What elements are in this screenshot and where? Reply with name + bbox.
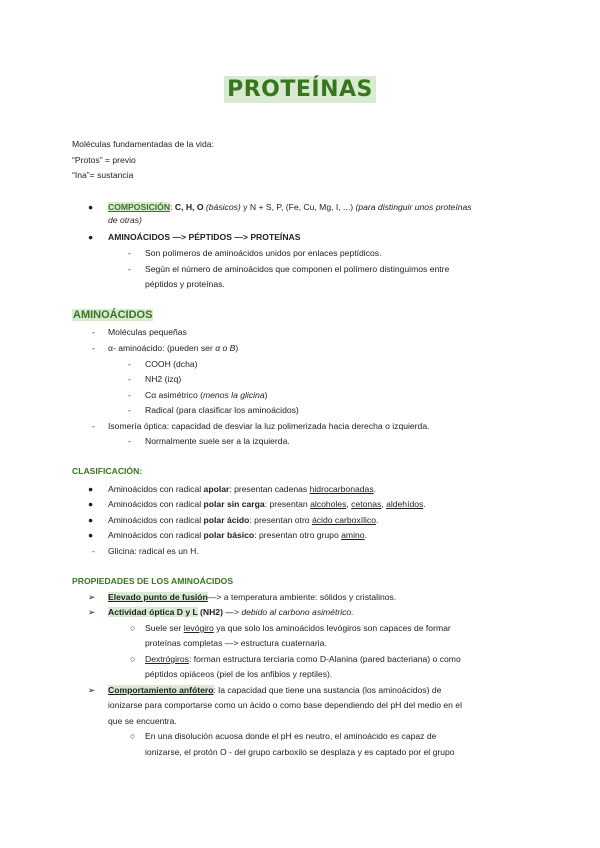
aminoacidos-chain <box>108 232 300 243</box>
prop-optica-nh2: (NH2) <box>197 607 226 617</box>
amino-sub-nh2: NH2 (izq) <box>145 374 182 384</box>
item2a: α- aminoácido: (pueden ser <box>108 343 216 353</box>
clasif-apolar <box>108 484 376 495</box>
bullet-dot-icon: ● <box>88 515 94 525</box>
aminoacidos-heading-text: AMINOÁCIDOS <box>73 309 153 321</box>
arrow-bullet-icon: ➢ <box>88 685 96 695</box>
composicion-sep: : <box>170 202 175 212</box>
intro-line-1: Moléculas fundamentadas de la vida: <box>72 139 214 149</box>
arrow-bullet-icon: ➢ <box>88 592 96 602</box>
prop-levogiro-2: proteínas completas —> estructura cuaternaria. <box>145 638 327 648</box>
prop-dextrogiro-2: péptidos opiáceos (piel de los anfibios y reptiles). <box>145 669 333 679</box>
chain-arrow-2: —> <box>231 232 251 242</box>
amino-isomeria: Isomería óptica: capacidad de desviar la luz polimerizada hacia derecha o izquierda. <box>108 421 430 431</box>
composicion-note: (para distinguir unos proteínas <box>355 202 472 212</box>
intro-line-3: “Ina”= sustancia <box>72 170 134 180</box>
composicion-note-2: de otras) <box>108 215 142 225</box>
arrow-bullet-icon: ➢ <box>88 607 96 617</box>
dextrogiros: Dextrógiros <box>145 654 189 664</box>
comma: , <box>346 499 352 509</box>
prop-optica-rest: —> debido al carbono asimétrico. <box>225 607 354 617</box>
dash-icon: - <box>128 390 131 400</box>
aminoacidos-heading <box>72 309 153 321</box>
prop-anfotero-rest: : la capacidad que tiene una sustancia (los aminoácidos) de <box>213 685 442 695</box>
amino-item-1: Moléculas pequeñas <box>108 327 187 337</box>
title-text: PROTEÍNAS <box>224 76 376 103</box>
polar-basico: polar básico <box>203 530 255 540</box>
period: . <box>373 484 377 494</box>
acido-rest: : presentan otro <box>249 515 312 525</box>
comma: , <box>381 499 387 509</box>
prop-dextrogiro <box>145 654 461 665</box>
bullet-dot-icon: ● <box>88 530 94 540</box>
clasif-prefix: Aminoácidos con radical <box>108 499 204 509</box>
amino: amino <box>341 530 365 540</box>
apolar-rest: : presentan cadenas <box>229 484 310 494</box>
circle-bullet-icon: ○ <box>130 731 136 741</box>
chain-a: AMINOÁCIDOS <box>108 232 171 242</box>
intro-line-2: “Protos” = previo <box>72 155 136 165</box>
amino-sub-calpha <box>145 390 267 401</box>
acido-carboxilico: ácido carboxílico <box>311 515 376 525</box>
bullet-dot-icon: ● <box>88 499 94 509</box>
dash-icon: - <box>92 327 95 337</box>
dash-icon: - <box>128 374 131 384</box>
chain-b: PÉPTIDOS <box>188 232 232 242</box>
period: . <box>423 499 426 509</box>
dash-icon: - <box>92 421 95 431</box>
dash-icon: - <box>128 248 131 258</box>
dash-icon: - <box>128 405 131 415</box>
prop-fusion <box>108 592 396 603</box>
composicion-label: COMPOSICIÓN <box>108 202 171 212</box>
prop-anfotero-2: ionizarse para comportarse como un ácido o como base dependiendo del pH del medio en el <box>108 700 462 710</box>
clasif-sin-carga <box>108 499 426 510</box>
chain-arrow-1: —> <box>170 232 189 242</box>
composicion-rest: y N + S, P, (Fe, Cu, Mg, I, ...) <box>240 202 356 212</box>
prop-anfotero-sub: En una disolución acuosa donde el pH es neutro, el aminoácido es capaz de <box>145 731 437 741</box>
composicion-elements: C, H, O <box>174 202 204 212</box>
dash-icon: - <box>128 264 131 274</box>
prop-fusion-rest: —> a temperatura ambiente: sólidos y cristalinos. <box>207 592 397 602</box>
period: . <box>376 515 379 525</box>
clasif-acido <box>108 515 378 526</box>
dash-icon: - <box>128 359 131 369</box>
sin-carga-rest: : presentan <box>264 499 311 509</box>
page-title <box>0 76 600 103</box>
cetonas: cetonas <box>351 499 382 509</box>
hidrocarbonadas: hidrocarbonadas <box>309 484 374 494</box>
prop-anfotero-label: Comportamiento anfótero <box>108 685 214 695</box>
chain-c: PROTEÍNAS <box>250 232 301 242</box>
amino-sub-radical: Radical (para clasificar los aminoácidos) <box>145 405 299 415</box>
amino-isomeria-sub: Normalmente suele ser a la izquierda. <box>145 436 290 446</box>
sin-carga: polar sin carga <box>203 499 265 509</box>
levo-a: Suele ser <box>145 623 184 633</box>
composicion-line <box>108 202 472 213</box>
prop-optica-label: Actividad óptica D y L <box>108 607 198 617</box>
dextro-b: : forman estructura terciaria como D-Alanina (pared bacteriana) o como <box>188 654 461 664</box>
prop-anfotero-sub-2: ionizarse, el protón O - del grupo carboxilo se desplaza y es captado por el grupo <box>145 747 455 757</box>
amino-sub-cooh: COOH (dcha) <box>145 359 198 369</box>
levo-c: ya que solo los aminoácidos levógiros son capaces de formar <box>213 623 451 633</box>
prop-anfotero-3: que se encuentra. <box>108 716 177 726</box>
prop-fusion-label: Elevado punto de fusión <box>108 592 208 602</box>
circle-bullet-icon: ○ <box>130 654 136 664</box>
item2b: α o B <box>215 343 236 353</box>
calpha-a: Cα asimétrico ( <box>145 390 203 400</box>
apolar: apolar <box>203 484 230 494</box>
levogiro: levógiro <box>183 623 214 633</box>
clasif-prefix: Aminoácidos con radical <box>108 530 204 540</box>
chain-sub-2b: péptidos y proteínas. <box>145 279 225 289</box>
alcoholes: alcoholes <box>310 499 347 509</box>
dash-icon: - <box>92 546 95 556</box>
dash-icon: - <box>128 436 131 446</box>
clasif-prefix: Aminoácidos con radical <box>108 515 204 525</box>
bullet-dot-icon: ● <box>88 232 94 242</box>
bullet-dot-icon: ● <box>88 202 94 212</box>
clasificacion-heading: CLASIFICACIÓN: <box>72 466 143 476</box>
basico-rest: : presentan otro grupo <box>254 530 342 540</box>
prop-anfotero <box>108 685 441 696</box>
circle-bullet-icon: ○ <box>130 623 136 633</box>
clasif-glicina: Glicina: radical es un H. <box>108 546 199 556</box>
calpha-c: ) <box>264 390 268 400</box>
clasif-prefix: Aminoácidos con radical <box>108 484 204 494</box>
amino-item-2 <box>108 343 238 354</box>
chain-sub-2a: Según el número de aminoácidos que componen el polímero distinguimos entre <box>145 264 450 274</box>
composicion-basicos: (básicos) <box>205 202 241 212</box>
dash-icon: - <box>92 343 95 353</box>
item2c: ) <box>235 343 239 353</box>
period: . <box>364 530 367 540</box>
polar-acido: polar ácido <box>203 515 250 525</box>
bullet-dot-icon: ● <box>88 484 94 494</box>
clasif-basico <box>108 530 367 541</box>
aldehidos: aldehídos <box>386 499 424 509</box>
calpha-b: menos la glicina <box>202 390 265 400</box>
chain-sub-1: Son polímeros de aminoácidos unidos por enlaces peptídicos. <box>145 248 382 258</box>
prop-optica <box>108 607 354 618</box>
prop-levogiro <box>145 623 451 634</box>
propiedades-heading: PROPIEDADES DE LOS AMINOÁCIDOS <box>72 576 234 586</box>
